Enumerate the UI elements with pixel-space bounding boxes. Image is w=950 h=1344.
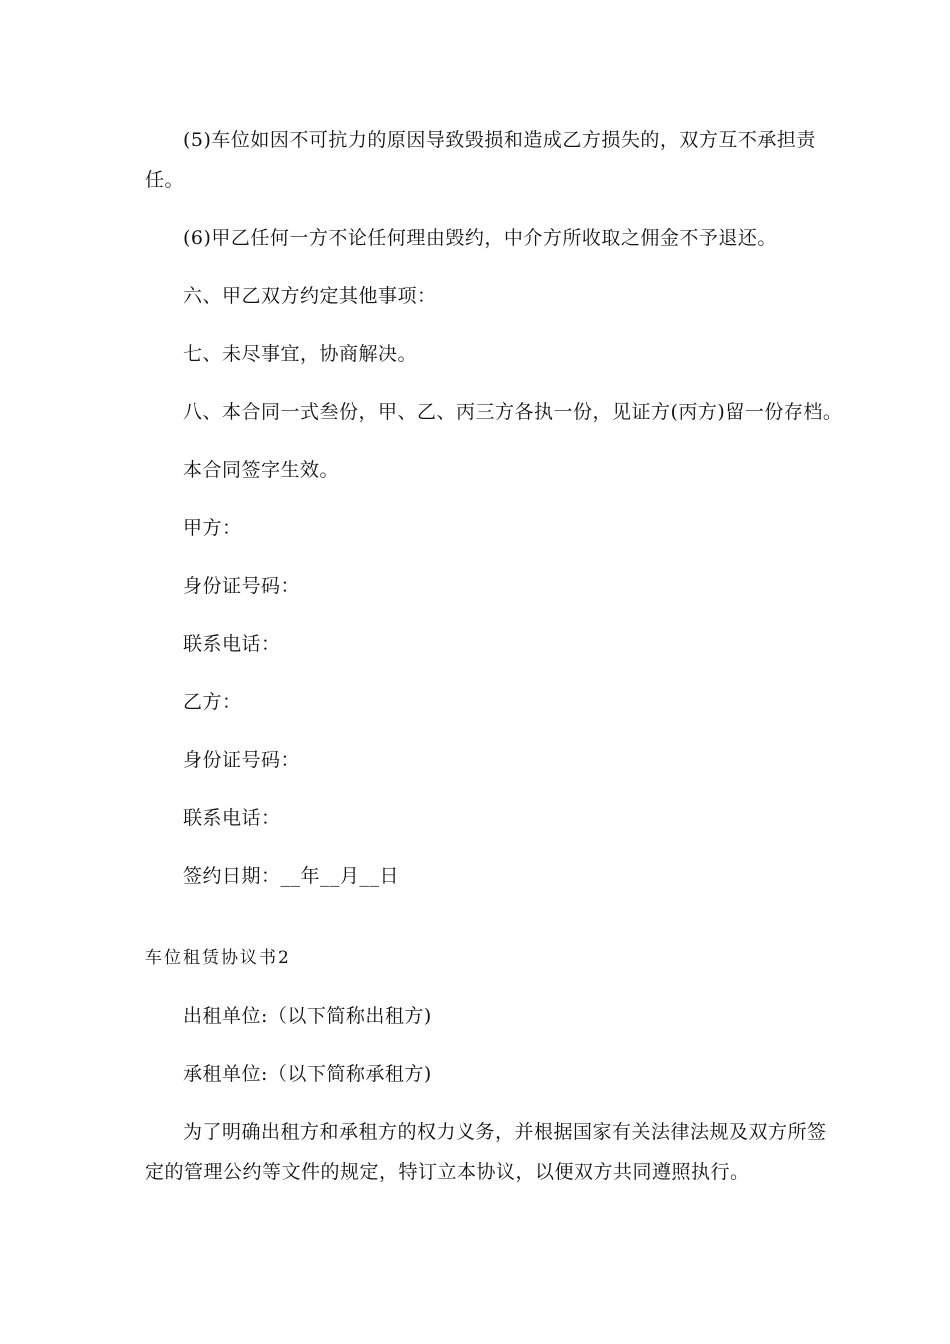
- section-title: 车位租赁协议书2: [145, 948, 291, 968]
- section-8: 八、本合同一式叁份，甲、乙、丙三方各执一份，见证方(丙方)留一份存档。: [183, 401, 843, 423]
- sign-date-label: 签约日期：__年__月__日: [183, 865, 400, 887]
- clause-6: (6)甲乙任何一方不论任何理由毁约，中介方所收取之佣金不予退还。: [183, 227, 777, 249]
- lessee-label: 承租单位:（以下简称承租方): [183, 1063, 432, 1085]
- party-b-id-label: 身份证号码：: [183, 749, 301, 771]
- party-a-phone-label: 联系电话：: [183, 633, 281, 655]
- clause-5-line-1: (5)车位如因不可抗力的原因导致毁损和造成乙方损失的，双方互不承担责: [183, 129, 816, 151]
- effective-clause: 本合同签字生效。: [183, 459, 340, 481]
- lessor-label: 出租单位:（以下简称出租方): [183, 1005, 432, 1027]
- party-b-label: 乙方：: [183, 691, 242, 713]
- party-b-phone-label: 联系电话：: [183, 807, 281, 829]
- preamble-line-1: 为了明确出租方和承租方的权力义务，并根据国家有关法律法规及双方所签: [183, 1121, 827, 1143]
- clause-5-line-2: 任。: [145, 169, 185, 191]
- preamble-line-2: 定的管理公约等文件的规定，特订立本协议，以便双方共同遵照执行。: [145, 1161, 750, 1183]
- section-6: 六、甲乙双方约定其他事项：: [183, 285, 437, 307]
- party-a-id-label: 身份证号码：: [183, 575, 301, 597]
- section-7: 七、未尽事宜，协商解决。: [183, 343, 418, 365]
- party-a-label: 甲方：: [183, 517, 242, 539]
